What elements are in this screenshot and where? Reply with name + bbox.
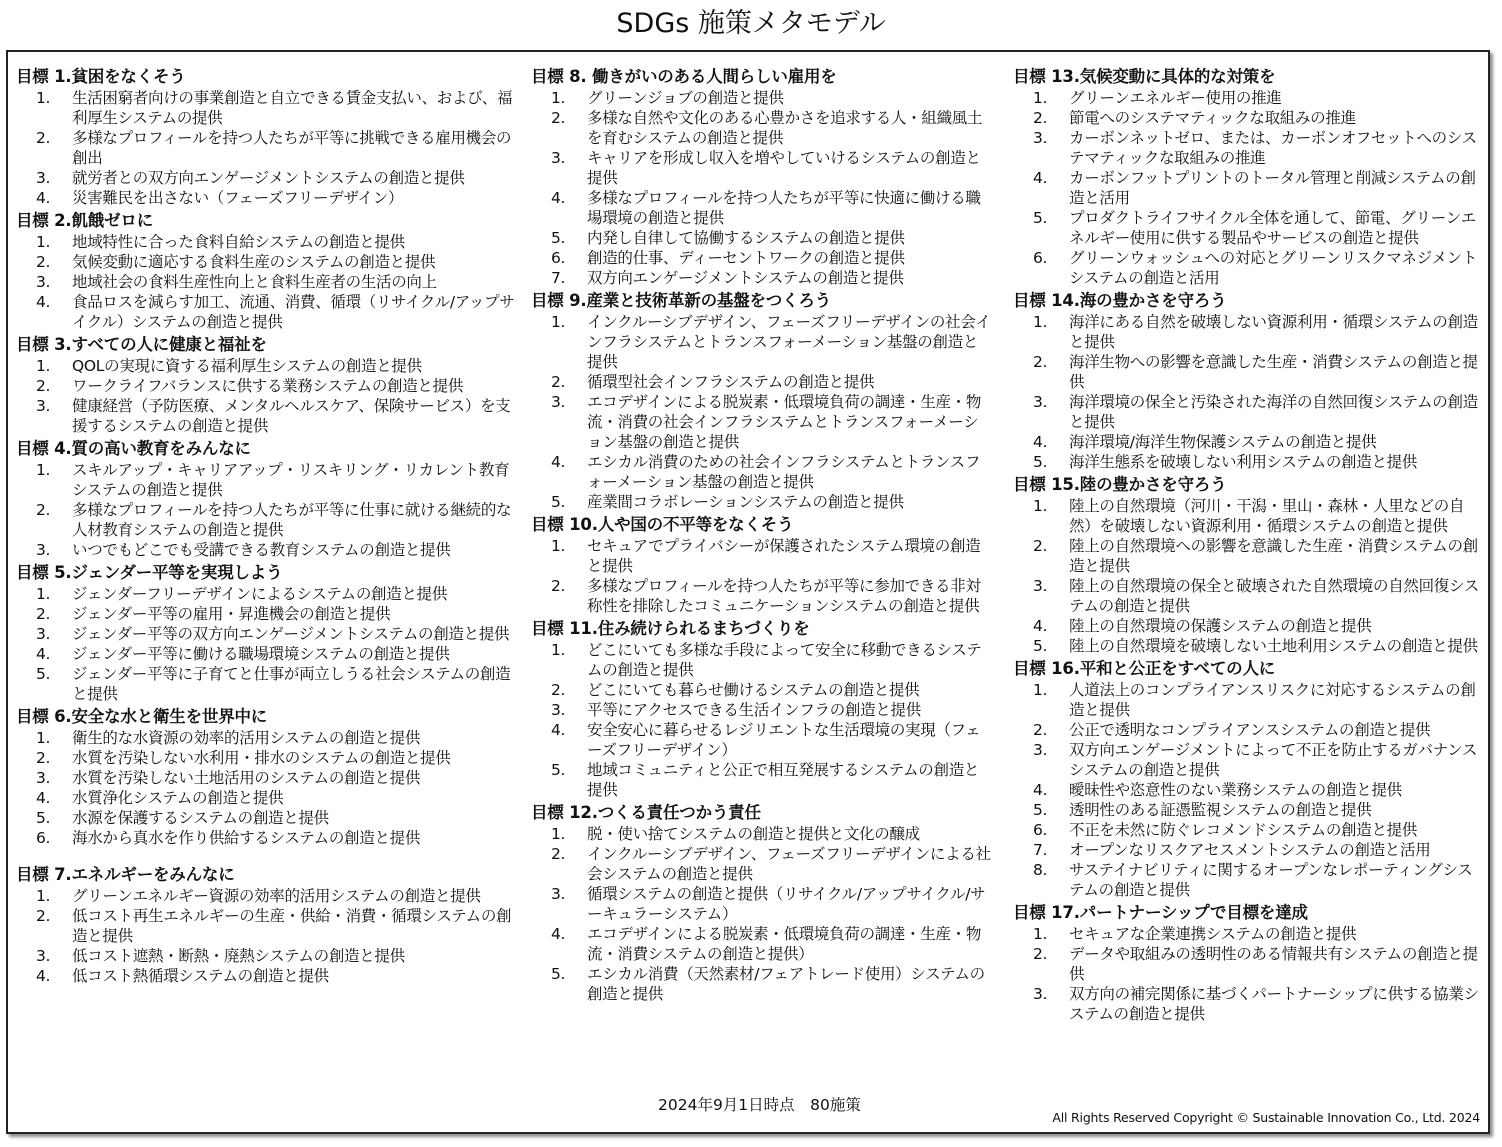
goal-item	[1013, 452, 1483, 472]
item-text: 産業間コラボレーションシステムの創造と提供	[587, 493, 904, 511]
item-number: 4.	[36, 789, 51, 807]
item-number: 1.	[551, 537, 566, 555]
item-number: 1.	[36, 357, 51, 375]
item-number: 1.	[551, 825, 566, 843]
goal-item	[531, 536, 993, 576]
item-number: 4.	[551, 925, 566, 943]
item-text: 多様な自然や文化のある心豊かさを追求する人・組織風土を育むシステムの創造と提供	[587, 109, 983, 147]
item-text: 多様なプロフィールを持つ人たちが平等に快適に働ける職場環境の創造と提供	[587, 189, 981, 227]
item-text: インクルーシブデザイン、フェーズフリーデザインによる社会システムの創造と提供	[587, 845, 991, 883]
item-number: 4.	[36, 189, 51, 207]
item-number: 3.	[551, 149, 566, 167]
item-number: 4.	[1033, 617, 1048, 635]
item-number: 6.	[1033, 249, 1048, 267]
item-text: 双方向の補完関係に基づくパートナーシップに供する協業システムの創造と提供	[1069, 985, 1479, 1023]
goal-title: 目標 12.つくる責任つかう責任	[531, 803, 761, 822]
item-number: 3.	[36, 769, 51, 787]
goal-item-list	[16, 232, 522, 332]
item-number: 2.	[36, 605, 51, 623]
goal-item	[1013, 432, 1483, 452]
goal-block	[16, 706, 522, 848]
item-number: 4.	[1033, 781, 1048, 799]
item-text: 地域社会の食料生産性向上と食料生産者の生活の向上	[72, 273, 437, 291]
goal-block	[16, 438, 522, 560]
item-number: 1.	[551, 641, 566, 659]
goal-item	[16, 500, 522, 540]
item-number: 4.	[36, 967, 51, 985]
item-text: ジェンダー平等の雇用・昇進機会の創造と提供	[72, 605, 391, 623]
item-number: 2.	[1033, 537, 1048, 555]
goal-block	[16, 334, 522, 436]
item-text: エシカル消費のための社会インフラシステムとトランスフォーメーション基盤の創造と提供	[587, 453, 981, 491]
item-number: 2.	[1033, 945, 1048, 963]
goal-item	[16, 906, 522, 946]
item-text: 陸上の自然環境の保護システムの創造と提供	[1069, 617, 1372, 635]
item-text: 海洋生物への影響を意識した生産・消費システムの創造と提供	[1069, 353, 1478, 391]
item-number: 4.	[551, 721, 566, 739]
item-text: 就労者との双方向エンゲージメントシステムの創造と提供	[72, 169, 465, 187]
item-number: 2.	[551, 577, 566, 595]
item-text: カーボンフットプリントのトータル管理と削減システムの創造と活用	[1069, 169, 1476, 207]
goal-title: 目標 8. 働きがいのある人間らしい雇用を	[531, 67, 837, 86]
item-text: 健康経営（予防医療、メンタルヘルスケア、保険サービス）を支援するシステムの創造と提供	[72, 397, 511, 435]
goal-item	[1013, 984, 1483, 1024]
item-text: エコデザインによる脱炭素・低環境負荷の調達・生産・物流・消費システムの創造と提供）	[587, 925, 982, 963]
item-number: 1.	[36, 89, 51, 107]
goal-item	[1013, 924, 1483, 944]
goal-title: 目標 10.人や国の不平等をなくそう	[531, 515, 794, 534]
item-number: 5.	[36, 665, 51, 683]
item-number: 3.	[1033, 985, 1048, 1003]
item-number: 2.	[1033, 109, 1048, 127]
goal-item	[531, 268, 993, 288]
item-number: 3.	[36, 169, 51, 187]
item-text: ジェンダー平等に子育てと仕事が両立しうる社会システムの創造と提供	[72, 665, 511, 703]
item-number: 3.	[551, 701, 566, 719]
item-text: 人道法上のコンプライアンスリスクに対応するシステムの創造と提供	[1069, 681, 1476, 719]
goal-block	[531, 290, 993, 512]
goal-item	[531, 576, 993, 616]
item-number: 6.	[36, 829, 51, 847]
item-number: 2.	[36, 253, 51, 271]
goal-block	[531, 802, 993, 1004]
item-text: 節電へのシステマティックな取組みの推進	[1069, 109, 1356, 127]
item-text: 地域特性に合った食料自給システムの創造と提供	[72, 233, 405, 251]
item-text: 多様なプロフィールを持つ人たちが平等に挑戦できる雇用機会の創出	[72, 129, 512, 167]
goal-item	[16, 356, 522, 376]
goal-item-list	[16, 356, 522, 436]
item-number: 2.	[551, 845, 566, 863]
item-text: 地域コミュニティと公正で相互発展するシステムの創造と提供	[587, 761, 980, 799]
item-number: 1.	[36, 585, 51, 603]
goal-title: 目標 11.住み続けられるまちづくりを	[531, 619, 810, 638]
goal-title: 目標 5.ジェンダー平等を実現しよう	[16, 563, 283, 582]
goal-title: 目標 3.すべての人に健康と福祉を	[16, 335, 267, 354]
goal-item	[1013, 680, 1483, 720]
item-text: 海洋環境/海洋生物保護システムの創造と提供	[1069, 433, 1377, 451]
goal-item	[16, 376, 522, 396]
item-text: 不正を未然に防ぐレコメンドシステムの創造と提供	[1069, 821, 1418, 839]
item-number: 2.	[36, 377, 51, 395]
column-2	[531, 66, 993, 1006]
goal-title: 目標 2.飢餓ゼロに	[16, 211, 153, 230]
item-number: 3.	[36, 947, 51, 965]
goal-title: 目標 14.海の豊かさを守ろう	[1013, 291, 1227, 310]
item-text: グリーンジョブの創造と提供	[587, 89, 784, 107]
goal-block	[531, 618, 993, 800]
goal-item	[1013, 536, 1483, 576]
goal-item	[16, 540, 522, 560]
item-text: 食品ロスを減らす加工、流通、消費、循環（リサイクル/アップサイクル）システムの創造と提供	[72, 293, 515, 331]
goal-item	[531, 700, 993, 720]
goal-item	[16, 188, 522, 208]
item-text: 脱・使い捨てシステムの創造と提供と文化の醸成	[587, 825, 920, 843]
item-number: 3.	[36, 625, 51, 643]
goal-item	[1013, 496, 1483, 536]
goal-item	[531, 372, 993, 392]
item-text: 水質を汚染しない土地活用のシステムの創造と提供	[72, 769, 421, 787]
item-number: 1.	[1033, 681, 1048, 699]
goal-item-list	[1013, 312, 1483, 472]
item-number: 2.	[36, 907, 51, 925]
item-text: QOLの実現に資する福利厚生システムの創造と提供	[72, 357, 422, 375]
item-text: 水源を保護するシステムの創造と提供	[72, 809, 329, 827]
goal-item	[16, 252, 522, 272]
goal-item	[1013, 800, 1483, 820]
goal-item	[16, 460, 522, 500]
item-text: 海洋にある自然を破壊しない資源利用・循環システムの創造と提供	[1069, 313, 1478, 351]
goal-item-list	[1013, 924, 1483, 1024]
goal-block	[16, 864, 522, 986]
item-text: 海洋環境の保全と汚染された海洋の自然回復システムの創造と提供	[1069, 393, 1478, 431]
item-text: 水質を汚染しない水利用・排水のシステムの創造と提供	[72, 749, 451, 767]
item-text: 陸上の自然環境を破壊しない土地利用システムの創造と提供	[1069, 637, 1478, 655]
goal-item	[16, 886, 522, 906]
item-text: 災害難民を出さない（フェーズフリーデザイン）	[72, 189, 404, 207]
item-number: 2.	[36, 129, 51, 147]
item-text: 創造的仕事、ディーセントワークの創造と提供	[587, 249, 905, 267]
item-text: 曖昧性や恣意性のない業務システムの創造と提供	[1069, 781, 1402, 799]
goal-item-list	[531, 88, 993, 288]
goal-item	[16, 748, 522, 768]
goal-item	[1013, 944, 1483, 984]
goal-block	[1013, 290, 1483, 472]
goal-item	[1013, 108, 1483, 128]
goal-item	[16, 728, 522, 748]
goal-item	[1013, 740, 1483, 780]
goal-block	[531, 66, 993, 288]
goal-item	[531, 88, 993, 108]
item-text: 生活困窮者向けの事業創造と自立できる賃金支払い、および、福利厚生システムの提供	[72, 89, 513, 127]
item-number: 1.	[551, 313, 566, 331]
goal-item	[1013, 88, 1483, 108]
goal-item-list	[1013, 680, 1483, 900]
goal-item	[16, 232, 522, 252]
goal-title: 目標 17.パートナーシップで目標を達成	[1013, 903, 1308, 922]
item-text: 海水から真水を作り供給するシステムの創造と提供	[72, 829, 421, 847]
item-number: 3.	[36, 541, 51, 559]
goal-item	[1013, 128, 1483, 168]
item-text: サステイナビリティに関するオープンなレポーティングシステムの創造と提供	[1069, 861, 1473, 899]
item-number: 2.	[1033, 721, 1048, 739]
item-number: 3.	[1033, 741, 1048, 759]
goal-item-list	[531, 536, 993, 616]
goal-item	[531, 720, 993, 760]
item-text: 低コスト再生エネルギーの生産・供給・消費・循環システムの創造と提供	[72, 907, 512, 945]
item-number: 5.	[551, 761, 566, 779]
goal-item	[1013, 840, 1483, 860]
goal-block	[1013, 902, 1483, 1024]
item-number: 3.	[551, 885, 566, 903]
goal-item	[531, 824, 993, 844]
item-number: 5.	[1033, 209, 1048, 227]
item-text: 双方向エンゲージメントによって不正を防止するガバナンスシステムの創造と提供	[1069, 741, 1478, 779]
goal-item	[16, 168, 522, 188]
goal-item	[1013, 208, 1483, 248]
item-text: 安全安心に暮らせるレジリエントな生活環境の実現（フェーズフリーデザイン）	[587, 721, 981, 759]
goal-item	[16, 966, 522, 986]
item-number: 5.	[551, 229, 566, 247]
copyright-notice: All Rights Reserved Copyright © Sustainable Innovation Co., Ltd. 2024	[1052, 1110, 1480, 1125]
item-number: 1.	[1033, 89, 1048, 107]
goal-item	[16, 768, 522, 788]
item-text: 平等にアクセスできる生活インフラの創造と提供	[587, 701, 921, 719]
goal-item-list	[16, 88, 522, 208]
item-text: インクルーシブデザイン、フェーズフリーデザインの社会インフラシステムとトランスフォーメーション基盤の創造と提供	[587, 313, 991, 371]
item-text: ジェンダーフリーデザインによるシステムの創造と提供	[72, 585, 448, 603]
item-text: セキュアでプライバシーが保護されたシステム環境の創造と提供	[587, 537, 981, 575]
goal-block	[1013, 474, 1483, 656]
goal-title: 目標 4.質の高い教育をみんなに	[16, 439, 251, 458]
item-text: エコデザインによる脱炭素・低環境負荷の調達・生産・物流・消費の社会インフラシステムとトランスフォーメーション基盤の創造と提供	[587, 393, 982, 451]
goal-block	[16, 66, 522, 208]
goal-item-list	[16, 886, 522, 986]
goal-title: 目標 15.陸の豊かさを守ろう	[1013, 475, 1227, 494]
item-text: プロダクトライフサイクル全体を通して、節電、グリーンエネルギー使用に供する製品やサービスの創造と提供	[1069, 209, 1476, 247]
item-number: 7.	[551, 269, 566, 287]
goal-item	[16, 644, 522, 664]
document-frame	[6, 50, 1490, 1134]
item-number: 3.	[36, 273, 51, 291]
goal-item-list	[1013, 88, 1483, 288]
goal-item-list	[531, 312, 993, 512]
goal-item	[16, 664, 522, 704]
item-text: 循環システムの創造と提供（リサイクル/アップサイクル/サーキュラーシステム）	[587, 885, 986, 923]
item-text: 公正で透明なコンプライアンスシステムの創造と提供	[1069, 721, 1431, 739]
page-title: SDGs 施策メタモデル	[616, 8, 886, 39]
item-text: カーボンネットゼロ、または、カーボンオフセットへのシステマティックな取組みの推進	[1069, 129, 1477, 167]
goal-item	[531, 760, 993, 800]
item-text: ワークライフバランスに供する業務システムの創造と提供	[72, 377, 464, 395]
item-number: 2.	[551, 109, 566, 127]
item-text: 気候変動に適応する食料生産のシステムの創造と提供	[72, 253, 436, 271]
item-number: 1.	[1033, 497, 1048, 515]
goal-item	[531, 452, 993, 492]
item-number: 4.	[36, 645, 51, 663]
item-number: 5.	[1033, 637, 1048, 655]
item-text: 循環型社会インフラシステムの創造と提供	[587, 373, 875, 391]
goal-item	[531, 312, 993, 372]
goal-item-list	[16, 728, 522, 848]
item-text: 内発し自律して協働するシステムの創造と提供	[587, 229, 905, 247]
item-text: 透明性のある証憑監視システムの創造と提供	[1069, 801, 1372, 819]
goal-item-list	[16, 584, 522, 704]
item-text: 衛生的な水資源の効率的活用システムの創造と提供	[72, 729, 421, 747]
item-text: セキュアな企業連携システムの創造と提供	[1069, 925, 1357, 943]
goal-item	[531, 680, 993, 700]
item-text: スキルアップ・キャリアアップ・リスキリング・リカレント教育システムの創造と提供	[72, 461, 510, 499]
goal-item	[1013, 616, 1483, 636]
item-number: 3.	[1033, 393, 1048, 411]
item-text: どこにいても暮らせ働けるシステムの創造と提供	[587, 681, 920, 699]
goal-item	[16, 272, 522, 292]
item-number: 3.	[1033, 129, 1048, 147]
goal-block	[531, 514, 993, 616]
item-number: 6.	[551, 249, 566, 267]
item-number: 5.	[36, 809, 51, 827]
item-number: 2.	[1033, 353, 1048, 371]
goal-item	[16, 88, 522, 128]
item-number: 3.	[36, 397, 51, 415]
item-number: 3.	[1033, 577, 1048, 595]
goal-item	[531, 492, 993, 512]
goal-item	[16, 788, 522, 808]
item-text: 陸上の自然環境への影響を意識した生産・消費システムの創造と提供	[1069, 537, 1478, 575]
item-text: 陸上の自然環境（河川・干潟・里山・森林・人里などの自然）を破壊しない資源利用・循環システムの創造と提供	[1069, 497, 1465, 535]
item-number: 7.	[1033, 841, 1048, 859]
item-text: 低コスト熱循環システムの創造と提供	[72, 967, 329, 985]
item-text: ジェンダー平等に働ける職場環境システムの創造と提供	[72, 645, 450, 663]
goal-block	[1013, 658, 1483, 900]
item-number: 1.	[551, 89, 566, 107]
item-text: グリーンウォッシュへの対応とグリーンリスクマネジメントシステムの創造と活用	[1069, 249, 1478, 287]
goal-item-list	[531, 824, 993, 1004]
item-text: オープンなリスクアセスメントシステムの創造と活用	[1069, 841, 1431, 859]
goal-title: 目標 1.貧困をなくそう	[16, 67, 186, 86]
goal-item	[16, 828, 522, 848]
date-note: 2024年9月1日時点 80施策	[658, 1096, 861, 1114]
item-number: 4.	[551, 189, 566, 207]
item-number: 2.	[36, 749, 51, 767]
goal-item	[531, 188, 993, 228]
goal-block	[16, 562, 522, 704]
item-text: ジェンダー平等の双方向エンゲージメントシステムの創造と提供	[72, 625, 510, 643]
goal-item	[531, 964, 993, 1004]
item-text: 双方向エンゲージメントシステムの創造と提供	[587, 269, 904, 287]
goal-item	[1013, 720, 1483, 740]
item-number: 1.	[36, 461, 51, 479]
item-number: 1.	[36, 887, 51, 905]
goal-item	[16, 292, 522, 332]
goal-item	[1013, 576, 1483, 616]
item-text: グリーンエネルギー資源の効率的活用システムの創造と提供	[72, 887, 481, 905]
goal-item	[531, 392, 993, 452]
goal-block	[1013, 66, 1483, 288]
item-text: グリーンエネルギー使用の推進	[1069, 89, 1282, 107]
goal-item-list	[16, 460, 522, 560]
goal-item	[1013, 820, 1483, 840]
column-1	[16, 66, 522, 988]
goal-item	[531, 640, 993, 680]
item-number: 6.	[1033, 821, 1048, 839]
item-number: 5.	[551, 493, 566, 511]
item-number: 5.	[1033, 801, 1048, 819]
goal-item	[531, 248, 993, 268]
goal-item	[16, 128, 522, 168]
item-number: 2.	[551, 681, 566, 699]
item-text: エシカル消費（天然素材/フェアトレード使用）システムの創造と提供	[587, 965, 985, 1003]
goal-item	[1013, 636, 1483, 656]
goal-title: 目標 16.平和と公正をすべての人に	[1013, 659, 1276, 678]
goal-title: 目標 13.気候変動に具体的な対策を	[1013, 67, 1276, 86]
goal-item	[16, 624, 522, 644]
goal-title: 目標 9.産業と技術革新の基盤をつくろう	[531, 291, 831, 310]
goal-item	[16, 396, 522, 436]
item-number: 4.	[1033, 433, 1048, 451]
item-text: 陸上の自然環境の保全と破壊された自然環境の自然回復システムの創造と提供	[1069, 577, 1479, 615]
goal-item-list	[531, 640, 993, 800]
goal-block	[16, 210, 522, 332]
goal-item	[1013, 312, 1483, 352]
goal-item	[531, 108, 993, 148]
goal-item	[1013, 352, 1483, 392]
item-text: 低コスト遮熱・断熱・廃熱システムの創造と提供	[72, 947, 405, 965]
column-3	[1013, 66, 1483, 1026]
goal-item	[1013, 392, 1483, 432]
item-number: 5.	[551, 965, 566, 983]
goal-item-list	[1013, 496, 1483, 656]
item-text: キャリアを形成し収入を増やしていけるシステムの創造と提供	[587, 149, 981, 187]
item-text: いつでもどこでも受講できる教育システムの創造と提供	[72, 541, 451, 559]
goal-item	[1013, 860, 1483, 900]
goal-title: 目標 6.安全な水と衛生を世界中に	[16, 707, 268, 726]
goal-item	[531, 148, 993, 188]
goal-item	[531, 884, 993, 924]
item-number: 5.	[1033, 453, 1048, 471]
item-text: どこにいても多様な手段によって安全に移動できるシステムの創造と提供	[587, 641, 982, 679]
goal-item	[16, 604, 522, 624]
goal-title: 目標 7.エネルギーをみんなに	[16, 865, 235, 884]
item-number: 8.	[1033, 861, 1048, 879]
item-number: 2.	[36, 501, 51, 519]
goal-item	[16, 808, 522, 828]
item-number: 1.	[36, 729, 51, 747]
item-number: 2.	[551, 373, 566, 391]
item-text: 水質浄化システムの創造と提供	[72, 789, 284, 807]
item-text: データや取組みの透明性のある情報共有システムの創造と提供	[1069, 945, 1478, 983]
goal-item	[16, 584, 522, 604]
goal-item	[531, 844, 993, 884]
item-text: 海洋生態系を破壊しない利用システムの創造と提供	[1069, 453, 1418, 471]
item-text: 多様なプロフィールを持つ人たちが平等に仕事に就ける継続的な人材教育システムの創造と提供	[72, 501, 512, 539]
goal-item	[1013, 248, 1483, 288]
item-number: 4.	[1033, 169, 1048, 187]
goal-item	[1013, 168, 1483, 208]
item-number: 4.	[551, 453, 566, 471]
goal-item	[531, 924, 993, 964]
item-number: 4.	[36, 293, 51, 311]
item-number: 1.	[1033, 313, 1048, 331]
item-number: 3.	[551, 393, 566, 411]
item-text: 多様なプロフィールを持つ人たちが平等に参加できる非対称性を排除したコミュニケーションシステムの創造と提供	[587, 577, 981, 615]
goal-item	[1013, 780, 1483, 800]
item-number: 1.	[36, 233, 51, 251]
item-number: 1.	[1033, 925, 1048, 943]
goal-item	[531, 228, 993, 248]
goal-item	[16, 946, 522, 966]
